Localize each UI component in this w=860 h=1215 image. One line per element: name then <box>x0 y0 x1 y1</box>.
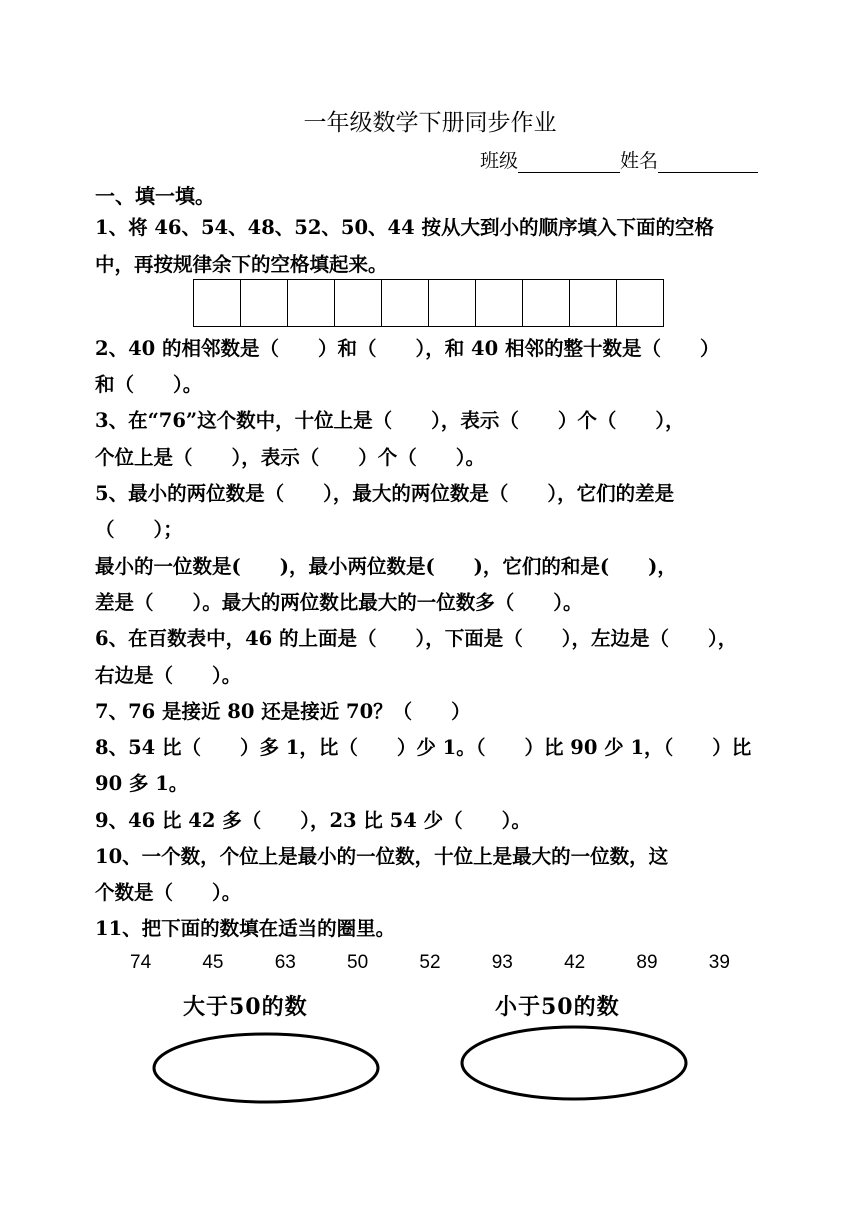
number-item: 89 <box>636 952 658 973</box>
question-line: 6、在百数表中，46 的上面是（ ），下面是（ ），左边是（ ）， <box>95 627 738 650</box>
class-label: 班级 <box>480 150 519 172</box>
question-line: （ ）； <box>95 518 183 541</box>
number-item: 63 <box>274 952 296 973</box>
number-item: 74 <box>130 952 152 973</box>
grid-cell <box>334 279 382 327</box>
question-line: 2、40 的相邻数是（ ）和（ ），和 40 相邻的整十数是（ ） <box>95 337 720 360</box>
number-item: 52 <box>419 952 441 973</box>
question-line: 中，再按规律余下的空格填起来。 <box>95 253 388 276</box>
section-heading: 一、填一填。 <box>95 184 215 208</box>
grid-cell <box>381 279 429 327</box>
name-label: 姓名 <box>620 150 659 172</box>
name-blank <box>658 152 758 173</box>
less-than-circle <box>458 1023 690 1103</box>
number-item: 42 <box>564 952 586 973</box>
question-line: 9、46 比 42 多（ ），23 比 54 少（ ）。 <box>95 809 531 832</box>
question-line: 右边是（ ）。 <box>95 664 242 687</box>
question-line: 和（ ）。 <box>95 373 203 396</box>
question-line: 10、一个数，个位上是最小的一位数，十位上是最大的一位数，这 <box>95 845 669 868</box>
grid-cell <box>428 279 476 327</box>
student-info <box>480 146 758 173</box>
answer-grid <box>193 279 664 327</box>
number-item: 39 <box>708 952 730 973</box>
number-item: 45 <box>202 952 224 973</box>
grid-cell <box>240 279 288 327</box>
grid-cell <box>616 279 664 327</box>
question-line: 5、最小的两位数是（ ），最大的两位数是（ ），它们的差是 <box>95 482 675 505</box>
question-line: 个数是（ ）。 <box>95 881 242 904</box>
question-line: 个位上是（ ），表示（ ）个（ ）。 <box>95 446 486 469</box>
grid-cell <box>522 279 570 327</box>
greater-than-circle <box>150 1030 382 1106</box>
question-line: 差是（ ）。最大的两位数比最大的一位数多（ ）。 <box>95 591 583 614</box>
grid-cell <box>193 279 241 327</box>
page-title: 一年级数学下册同步作业 <box>303 110 557 136</box>
question-line: 最小的一位数是( )，最小两位数是( )，它们的和是( )， <box>95 555 677 578</box>
class-blank <box>518 152 620 173</box>
number-item: 93 <box>491 952 513 973</box>
grid-cell <box>569 279 617 327</box>
greater-than-label: 大于50的数 <box>183 994 308 1020</box>
less-than-label: 小于50的数 <box>495 994 620 1020</box>
number-list <box>130 952 730 974</box>
number-item: 50 <box>347 952 369 973</box>
question-line: 11、把下面的数填在适当的圈里。 <box>95 917 396 940</box>
question-line: 8、54 比（ ）多 1，比（ ）少 1。（ ）比 90 少 1，（ ）比 <box>95 736 752 759</box>
grid-cell <box>475 279 523 327</box>
question-line: 7、76 是接近 80 还是接近 70？（ ） <box>95 700 471 723</box>
question-line: 3、在“76”这个数中，十位上是（ ），表示（ ）个（ ）， <box>95 409 685 432</box>
question-line: 90 多 1。 <box>95 772 189 795</box>
question-line: 1、将 46、54、48、52、50、44 按从大到小的顺序填入下面的空格 <box>95 216 714 239</box>
grid-cell <box>287 279 335 327</box>
